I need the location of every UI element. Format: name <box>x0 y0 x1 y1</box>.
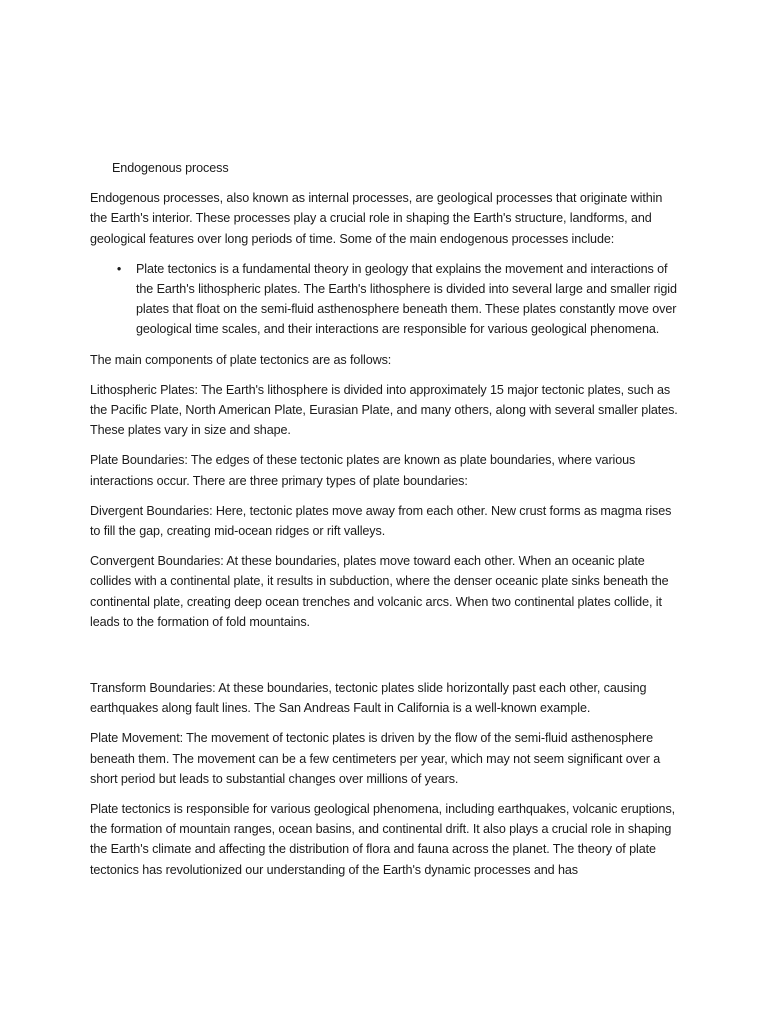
conclusion-paragraph: Plate tectonics is responsible for various geological phenomena, including earthquakes, volcanic eruptions, the formation of mountain ranges, ocean basins, and continental drift. It also plays a crucial role in shaping the Earth's climate and affecting the distribution of flora and fauna across the planet. The theory of plate tectonics has revolutionized our understanding of the Earth's dynamic processes and has <box>90 802 676 877</box>
components-intro-paragraph: The main components of plate tectonics are as follows: <box>90 352 392 367</box>
document-body <box>90 158 682 890</box>
lithospheric-plates-paragraph: Lithospheric Plates: The Earth's lithosphere is divided into approximately 15 major tectonic plates, such as the Pacific Plate, North American Plate, Eurasian Plate, and many others, along with several smaller plates. These plates vary in size and shape. <box>90 382 678 438</box>
plate-movement-paragraph: Plate Movement: The movement of tectonic plates is driven by the flow of the semi-fluid asthenosphere beneath them. The movement can be a few centimeters per year, which may not seem significant over a short period but leads to substantial changes over millions of years. <box>90 731 661 786</box>
bullet-item <box>90 259 682 340</box>
plate-boundaries-paragraph: Plate Boundaries: The edges of these tectonic plates are known as plate boundaries, where various interactions occur. There are three primary types of plate boundaries: <box>90 453 636 488</box>
transform-boundaries-paragraph: Transform Boundaries: At these boundaries, tectonic plates slide horizontally past each other, causing earthquakes along fault lines. The San Andreas Fault in California is a well-known example. <box>90 681 647 716</box>
paragraph-spacer <box>90 642 682 678</box>
divergent-boundaries-paragraph: Divergent Boundaries: Here, tectonic plates move away from each other. New crust forms as magma rises to fill the gap, creating mid-ocean ridges or rift valleys. <box>90 503 672 539</box>
intro-paragraph: Endogenous processes, also known as internal processes, are geological processes that originate within the Earth's interior. These processes play a crucial role in shaping the Earth's structure, landforms, and geological features over long periods of time. Some of the main endogenous processes include: <box>90 191 663 246</box>
bullet-text: Plate tectonics is a fundamental theory in geology that explains the movement and interactions of the Earth's lithospheric plates. The Earth's lithosphere is divided into several large and smaller rigid plates that float on the semi-fluid asthenosphere beneath them. These plates constantly move over geological time scales, and their interactions are responsible for various geological phenomena. <box>136 261 677 337</box>
bullet-icon: • <box>116 261 122 276</box>
convergent-boundaries-paragraph: Convergent Boundaries: At these boundaries, plates move toward each other. When an oceanic plate collides with a continental plate, it results in subduction, where the denser oceanic plate sinks beneath the continental plate, creating deep ocean trenches and volcanic arcs. When two continental plates collide, it leads to the formation of fold mountains. <box>90 554 669 629</box>
bullet-list <box>90 259 682 340</box>
document-title: Endogenous process <box>112 161 229 175</box>
